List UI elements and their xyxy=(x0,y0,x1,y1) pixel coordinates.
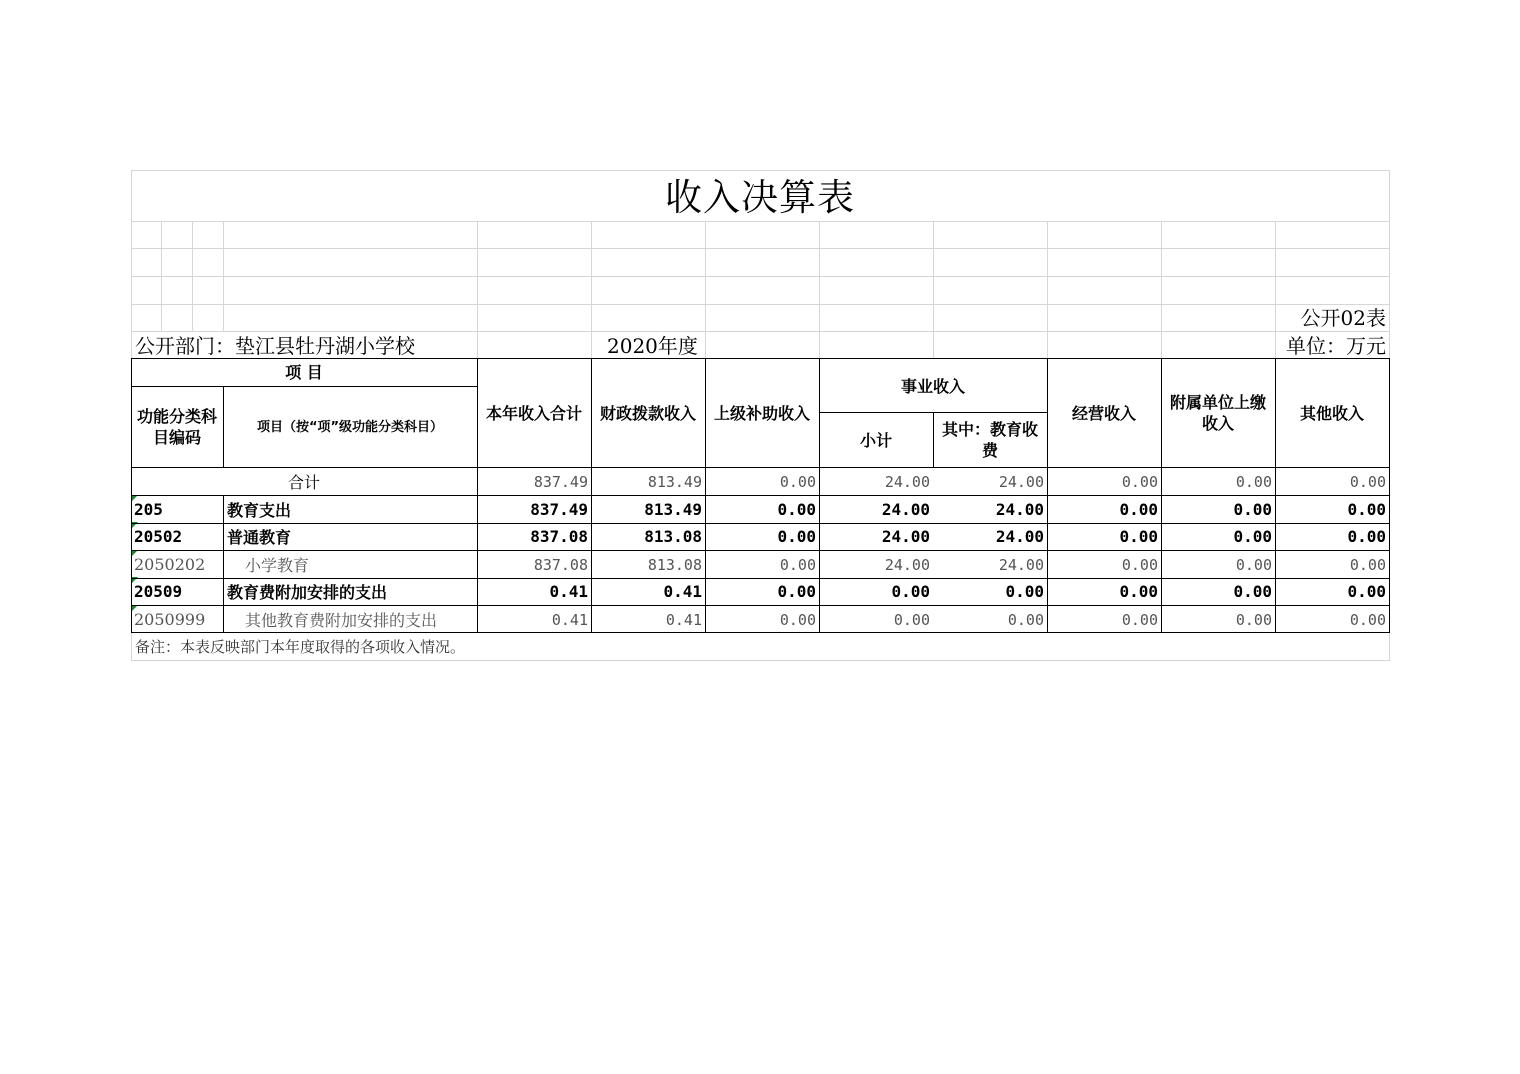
gridline-v xyxy=(161,221,162,331)
value-cell: 0.00 xyxy=(1233,500,1272,519)
value-cell: 0.00 xyxy=(779,555,816,574)
header-superior-subsidy: 上级补助收入 xyxy=(713,403,810,423)
value-cell: 0.00 xyxy=(1119,582,1158,601)
gridline-h xyxy=(131,248,1390,249)
gridline-v xyxy=(223,221,224,331)
value-cell: 0.41 xyxy=(665,610,702,629)
border-v xyxy=(933,412,934,467)
value-cell: 0.00 xyxy=(777,582,816,601)
gridline-v xyxy=(591,221,592,358)
function-name: 小学教育 xyxy=(245,556,310,575)
form-code: 公开02表 xyxy=(1300,306,1386,330)
total-row-label: 合计 xyxy=(287,473,320,492)
gridline-h xyxy=(131,660,1390,661)
value-cell: 837.49 xyxy=(533,472,588,491)
value-cell: 0.00 xyxy=(779,610,816,629)
border-h xyxy=(131,632,1390,633)
value-cell: 0.00 xyxy=(1235,472,1272,491)
gridline-h xyxy=(131,170,1390,171)
border-v xyxy=(1389,358,1390,633)
gridline-h xyxy=(131,304,1390,305)
header-func-code: 功能分类科目编码 xyxy=(136,407,217,447)
value-cell: 0.00 xyxy=(777,500,816,519)
page-title: 收入决算表 xyxy=(665,176,855,219)
gridline-h xyxy=(131,276,1390,277)
border-v xyxy=(223,495,224,523)
gridline-v xyxy=(819,221,820,358)
value-cell: 24.00 xyxy=(884,555,930,574)
border-h xyxy=(131,605,1390,606)
value-cell: 24.00 xyxy=(881,527,930,546)
function-name: 普通教育 xyxy=(227,528,292,547)
gridline-v xyxy=(1275,221,1276,358)
border-v xyxy=(477,358,478,633)
function-name: 教育费附加安排的支出 xyxy=(227,583,388,602)
value-cell: 0.00 xyxy=(893,610,930,629)
function-code: 2050999 xyxy=(134,610,206,629)
value-cell: 813.49 xyxy=(647,472,702,491)
value-cell: 0.41 xyxy=(663,582,702,601)
border-h xyxy=(131,550,1390,551)
value-cell: 813.08 xyxy=(644,527,702,546)
value-cell: 0.00 xyxy=(1119,527,1158,546)
border-v xyxy=(819,358,820,633)
border-h xyxy=(131,495,1390,496)
value-cell: 0.41 xyxy=(549,582,588,601)
value-cell: 24.00 xyxy=(998,555,1044,574)
value-cell: 0.00 xyxy=(1349,555,1386,574)
value-cell: 0.00 xyxy=(1235,555,1272,574)
border-v xyxy=(705,358,706,633)
border-v xyxy=(223,523,224,551)
gridline-v xyxy=(933,221,934,358)
function-name: 教育支出 xyxy=(227,501,292,520)
value-cell: 0.00 xyxy=(1349,610,1386,629)
border-v xyxy=(591,358,592,633)
header-func-name: 项目（按“项”级功能分类科目） xyxy=(256,419,444,435)
value-cell: 0.00 xyxy=(1119,500,1158,519)
border-v xyxy=(223,605,224,633)
border-h xyxy=(131,358,1390,359)
header-affiliated: 附属单位上缴收入 xyxy=(1169,393,1266,433)
fiscal-year: 2020年度 xyxy=(607,334,698,358)
border-h xyxy=(131,386,478,387)
header-total-income: 本年收入合计 xyxy=(485,403,582,423)
value-cell: 0.00 xyxy=(1121,555,1158,574)
gridline-h xyxy=(131,331,1390,332)
value-cell: 0.00 xyxy=(891,582,930,601)
header-fiscal: 财政拨款收入 xyxy=(599,403,696,423)
function-code: 20502 xyxy=(134,527,183,546)
value-cell: 24.00 xyxy=(881,500,930,519)
border-v xyxy=(223,386,224,467)
function-name: 其他教育费附加安排的支出 xyxy=(245,611,438,630)
function-code: 2050202 xyxy=(134,555,206,574)
gridline-v xyxy=(1047,221,1048,358)
value-cell: 0.00 xyxy=(1347,500,1386,519)
gridline-v xyxy=(705,221,706,358)
border-v xyxy=(1275,358,1276,633)
gridline-v xyxy=(477,221,478,358)
header-business-income: 事业收入 xyxy=(900,376,965,396)
border-h xyxy=(131,578,1390,579)
border-v xyxy=(1047,358,1048,633)
value-cell: 0.00 xyxy=(1347,582,1386,601)
value-cell: 0.00 xyxy=(1347,527,1386,546)
value-cell: 0.41 xyxy=(551,610,588,629)
function-code: 20509 xyxy=(134,582,183,601)
value-cell: 0.00 xyxy=(779,472,816,491)
value-cell: 0.00 xyxy=(1349,472,1386,491)
value-cell: 0.00 xyxy=(1121,472,1158,491)
header-subtotal: 小计 xyxy=(859,430,892,450)
value-cell: 24.00 xyxy=(998,472,1044,491)
unit-label: 单位：万元 xyxy=(1286,334,1386,358)
border-v xyxy=(223,578,224,606)
value-cell: 24.00 xyxy=(995,527,1044,546)
value-cell: 0.00 xyxy=(1233,582,1272,601)
department-label: 公开部门：垫江县牡丹湖小学校 xyxy=(135,334,415,358)
value-cell: 837.49 xyxy=(530,500,588,519)
value-cell: 837.08 xyxy=(533,555,588,574)
border-h xyxy=(131,467,1390,468)
value-cell: 837.08 xyxy=(530,527,588,546)
border-v xyxy=(131,358,132,633)
value-cell: 24.00 xyxy=(995,500,1044,519)
value-cell: 0.00 xyxy=(1235,610,1272,629)
value-cell: 0.00 xyxy=(777,527,816,546)
header-edu-fee: 其中：教育收费 xyxy=(941,420,1038,460)
header-operating-income: 经营收入 xyxy=(1071,403,1136,423)
value-cell: 0.00 xyxy=(1007,610,1044,629)
border-v xyxy=(1161,358,1162,633)
gridline-v xyxy=(192,221,193,331)
value-cell: 813.49 xyxy=(644,500,702,519)
border-h xyxy=(131,523,1390,524)
function-code: 205 xyxy=(134,500,163,519)
footnote: 备注：本表反映部门本年度取得的各项收入情况。 xyxy=(135,638,466,656)
border-v xyxy=(223,550,224,578)
gridline-v xyxy=(1161,221,1162,358)
value-cell: 0.00 xyxy=(1121,610,1158,629)
header-item: 项 目 xyxy=(285,363,323,382)
value-cell: 0.00 xyxy=(1233,527,1272,546)
header-other-income: 其他收入 xyxy=(1299,403,1364,423)
value-cell: 813.08 xyxy=(647,555,702,574)
value-cell: 24.00 xyxy=(884,472,930,491)
value-cell: 0.00 xyxy=(1005,582,1044,601)
